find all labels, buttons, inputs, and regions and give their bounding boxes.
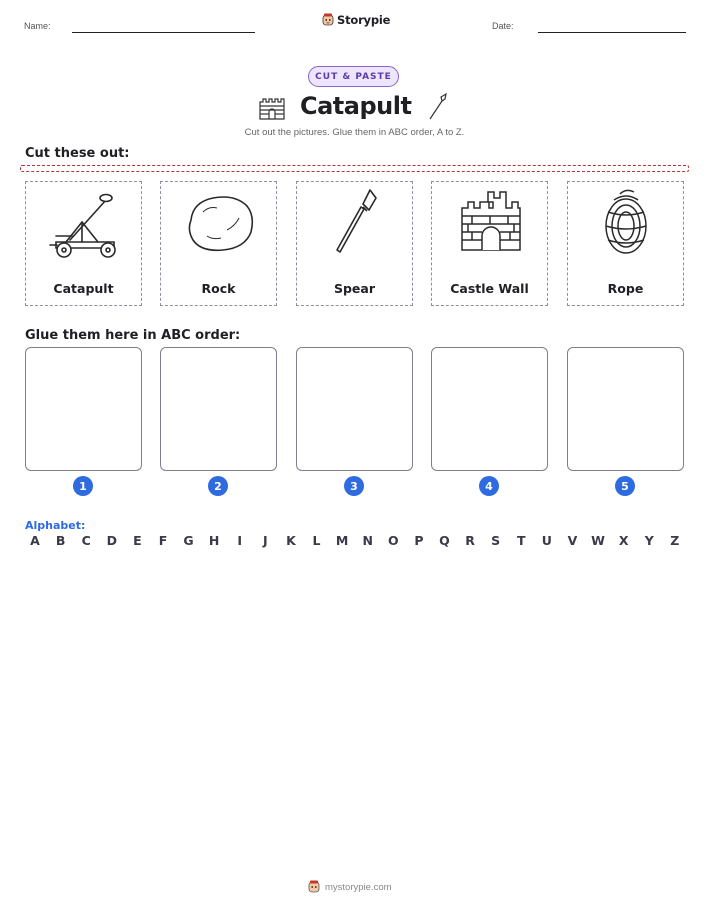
castle-wall-icon: [432, 182, 549, 277]
footer: [308, 880, 392, 894]
number-badge-1: 1: [73, 476, 93, 496]
alphabet-letter: I: [237, 533, 243, 548]
name-line[interactable]: [72, 32, 255, 33]
alphabet-letter: R: [465, 533, 475, 548]
glue-box-3[interactable]: [296, 347, 413, 471]
number-badge-2: 2: [208, 476, 228, 496]
brand-name: Storypie: [337, 13, 391, 27]
glue-box-1[interactable]: [25, 347, 142, 471]
spear-icon: [297, 182, 414, 277]
name-label: Name:: [24, 21, 51, 31]
alphabet-row: [25, 533, 685, 548]
cut-card-castle-wall[interactable]: [431, 181, 548, 306]
alphabet-label: Alphabet:: [25, 519, 86, 532]
alphabet-letter: O: [387, 533, 399, 548]
alphabet-letter: F: [158, 533, 168, 548]
instructions: Cut out the pictures. Glue them in ABC order, A to Z.: [244, 127, 465, 138]
cut-card-catapult[interactable]: [25, 181, 142, 306]
number-badge-5: 5: [615, 476, 635, 496]
alphabet-letter: X: [618, 533, 629, 548]
alphabet-letter: L: [312, 533, 321, 548]
alphabet-letter: P: [414, 533, 424, 548]
alphabet-letter: M: [335, 533, 349, 548]
rope-icon: [568, 182, 685, 277]
page-title: Catapult: [300, 92, 412, 120]
cut-line: [20, 165, 689, 172]
glue-box-2[interactable]: [160, 347, 277, 471]
alphabet-letter: A: [30, 533, 40, 548]
castle-icon: [258, 94, 286, 120]
storypie-mascot-icon: [308, 880, 320, 894]
alphabet-letter: H: [208, 533, 220, 548]
glue-section-heading: Glue them here in ABC order:: [25, 328, 241, 343]
card-label: Rope: [607, 281, 644, 296]
cut-card-spear[interactable]: [296, 181, 413, 306]
glue-box-5[interactable]: [567, 347, 684, 471]
alphabet-letter: N: [362, 533, 373, 548]
card-label: Catapult: [53, 281, 114, 296]
alphabet-letter: Z: [670, 533, 680, 548]
cut-card-rock[interactable]: [160, 181, 277, 306]
cut-card-rope[interactable]: [567, 181, 684, 306]
rock-icon: [161, 182, 278, 277]
alphabet-letter: S: [491, 533, 501, 548]
card-label: Castle Wall: [450, 281, 529, 296]
alphabet-letter: D: [106, 533, 117, 548]
card-label: Rock: [201, 281, 236, 296]
cut-section-heading: Cut these out:: [25, 146, 130, 161]
alphabet-letter: G: [183, 533, 194, 548]
footer-site-link[interactable]: mystorypie.com: [325, 881, 392, 893]
date-label: Date:: [492, 21, 514, 31]
alphabet-letter: W: [591, 533, 605, 548]
spear-icon: [427, 93, 449, 121]
alphabet-letter: K: [286, 533, 296, 548]
storypie-mascot-icon: [322, 13, 334, 27]
number-badge-3: 3: [344, 476, 364, 496]
card-label: Spear: [333, 281, 376, 296]
glue-box-4[interactable]: [431, 347, 548, 471]
alphabet-letter: Y: [644, 533, 654, 548]
alphabet-letter: E: [133, 533, 142, 548]
alphabet-letter: T: [517, 533, 526, 548]
cut-paste-badge: CUT & PASTE: [308, 66, 399, 87]
number-badge-4: 4: [479, 476, 499, 496]
alphabet-letter: U: [541, 533, 552, 548]
alphabet-letter: B: [55, 533, 66, 548]
catapult-icon: [26, 182, 143, 277]
brand-logo: [322, 13, 390, 27]
alphabet-letter: V: [567, 533, 578, 548]
alphabet-letter: Q: [439, 533, 450, 548]
alphabet-letter: C: [81, 533, 91, 548]
alphabet-letter: J: [263, 533, 268, 548]
date-line[interactable]: [538, 32, 686, 33]
